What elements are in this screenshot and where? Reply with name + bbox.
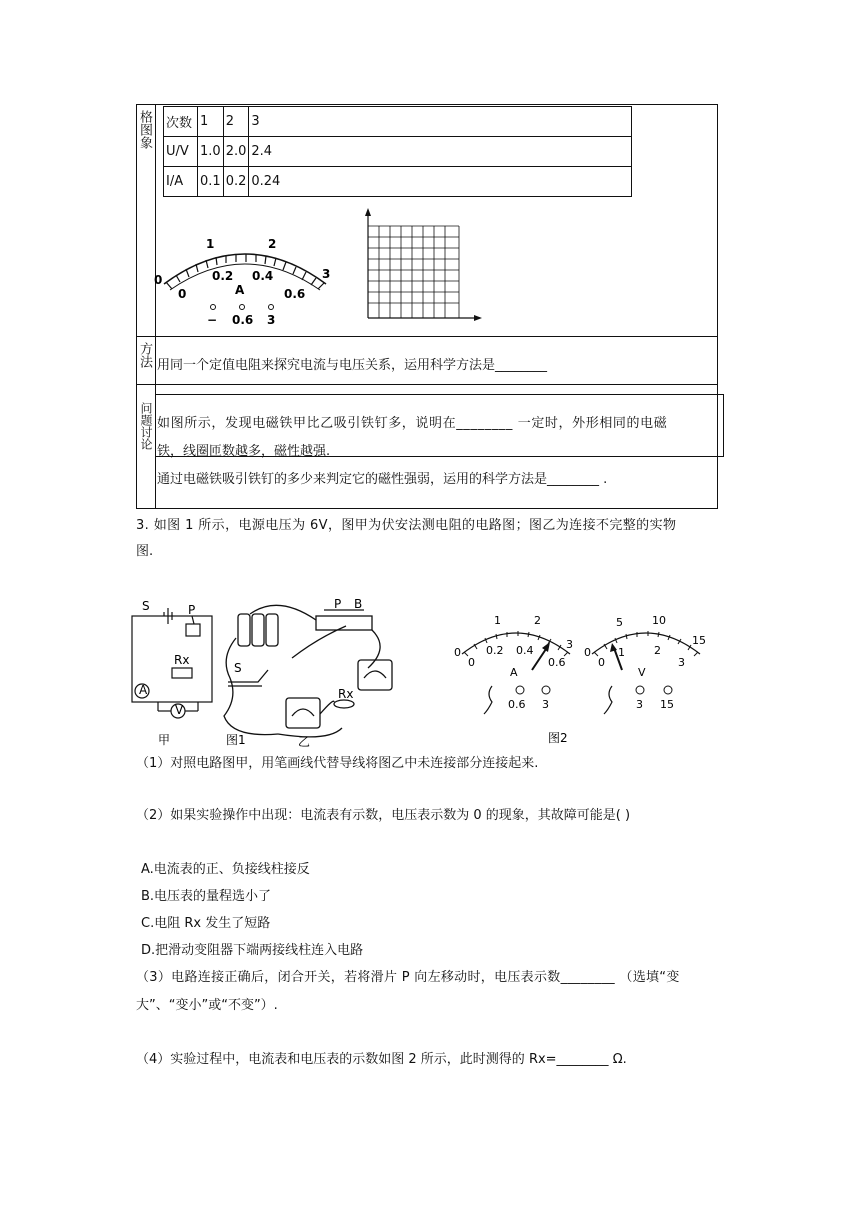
data-table	[163, 106, 632, 197]
real-label-b: B	[354, 598, 363, 611]
scale-label: 15	[692, 634, 706, 647]
figure2-caption: 图2	[548, 731, 568, 745]
table-cell: I/A	[164, 167, 198, 197]
option-c: C.电阻 Rx 发生了短路	[141, 916, 271, 931]
terminal-label: 0.6	[232, 313, 254, 327]
method-text: 用同一个定值电阻来探究电流与电压关系，运用科学方法是________	[157, 358, 548, 373]
terminal-label: 3	[542, 698, 549, 711]
scale-label: 0	[154, 273, 163, 287]
scale-label: 1	[618, 646, 625, 659]
table-cell: 0.24	[249, 167, 632, 197]
scale-label: 0.2	[486, 644, 504, 657]
table-cell: 1	[198, 107, 224, 137]
real-label-rx: Rx	[338, 687, 354, 701]
discussion-line-1: 如图所示，发现电磁铁甲比乙吸引铁钉多，说明在________ 一定时，外形相同的电磁	[157, 416, 668, 431]
option-d: D.把滑动变阻器下端两接线柱连入电路	[141, 943, 364, 958]
table-cell: 0.2	[223, 167, 249, 197]
part4-text: （4）实验过程中，电流表和电压表的示数如图 2 所示，此时测得的 Rx=________ Ω.	[136, 1052, 627, 1067]
table-cell: 2.0	[223, 137, 249, 167]
scale-label: 0.4	[252, 269, 274, 283]
circuit-label-switch: S	[142, 599, 150, 613]
table-cell: 2.4	[249, 137, 632, 167]
real-label-switch: S	[234, 661, 242, 675]
scale-label: 0.6	[284, 287, 306, 301]
scale-label: 1	[206, 237, 215, 251]
scale-label: 3	[678, 656, 685, 669]
option-b: B.电压表的量程选小了	[141, 889, 272, 904]
scale-label: 2	[654, 644, 661, 657]
part1-text: （1）对照电路图甲，用笔画线代替导线将图乙中未连接部分连接起来.	[136, 756, 539, 771]
row-label-graph: 格图象	[137, 110, 152, 149]
real-label-p: P	[334, 598, 342, 611]
question3-intro-line2: 图.	[136, 544, 154, 559]
terminal-label: 3	[636, 698, 643, 711]
scale-label: 5	[616, 616, 623, 629]
table-cell: 1.0	[198, 137, 224, 167]
row-label-method: 方法	[137, 342, 152, 368]
table-cell: 0.1	[198, 167, 224, 197]
table-cell: U/V	[164, 137, 198, 167]
unit-label: A	[510, 666, 518, 679]
part3-line2: 大”、“变小”或“不变”）.	[136, 998, 278, 1013]
scale-label: 10	[652, 614, 666, 627]
part2-text: （2）如果实验操作中出现：电流表有示数，电压表示数为 0 的现象，其故障可能是( )	[136, 808, 631, 823]
figure-label-jia: 甲	[158, 733, 171, 747]
question3-intro-line1: 3. 如图 1 所示，电源电压为 6V，图甲为伏安法测电阻的电路图；图乙为连接不完整的实物	[136, 518, 677, 533]
scale-label: 0	[178, 287, 187, 301]
table-cell: 次数	[164, 107, 198, 137]
discussion-line-2: 铁，线圈匝数越多，磁性越强.	[157, 444, 331, 459]
terminal-label: 0.6	[508, 698, 526, 711]
scale-label: 2	[534, 614, 541, 627]
part3-line1: （3）电路连接正确后，闭合开关，若将滑片 P 向左移动时，电压表示数________ （选填“变	[136, 970, 680, 985]
scale-label: 0.6	[548, 656, 566, 669]
unit-label: A	[235, 283, 245, 297]
scale-label: 0	[468, 656, 475, 669]
scale-label: 0	[454, 646, 461, 659]
circuit-label-slider: P	[188, 603, 196, 617]
scale-label: 0.4	[516, 644, 534, 657]
option-a: A.电流表的正、负接线柱接反	[141, 862, 310, 877]
figure1-caption: 图1	[226, 733, 246, 747]
empty-graph-grid	[355, 206, 485, 328]
unit-label: V	[638, 666, 646, 679]
scale-label: 0	[584, 646, 591, 659]
figure1-circuit	[128, 598, 400, 750]
ammeter-dial	[150, 232, 340, 332]
terminal-label: 3	[267, 313, 276, 327]
scale-label: 2	[268, 237, 277, 251]
circuit-label-voltmeter: V	[175, 703, 184, 717]
row-label-discussion: 问题讨论	[139, 402, 153, 450]
discussion-line-3: 通过电磁铁吸引铁钉的多少来判定它的磁性强弱，运用的科学方法是________ .	[157, 472, 608, 487]
scale-label: 0	[598, 656, 605, 669]
terminal-label: −	[207, 313, 218, 327]
scale-label: 3	[566, 638, 573, 651]
figure-label-yi: 乙	[298, 735, 311, 749]
table-row	[164, 107, 632, 137]
table-cell: 3	[249, 107, 632, 137]
figure2-meters	[452, 610, 712, 746]
table-cell: 2	[223, 107, 249, 137]
scale-label: 1	[494, 614, 501, 627]
circuit-label-resistor: Rx	[174, 653, 190, 667]
table-row	[164, 167, 632, 197]
circuit-label-ammeter: A	[139, 683, 148, 697]
table-row	[164, 137, 632, 167]
terminal-label: 15	[660, 698, 674, 711]
scale-label: 3	[322, 267, 331, 281]
scale-label: 0.2	[212, 269, 234, 283]
